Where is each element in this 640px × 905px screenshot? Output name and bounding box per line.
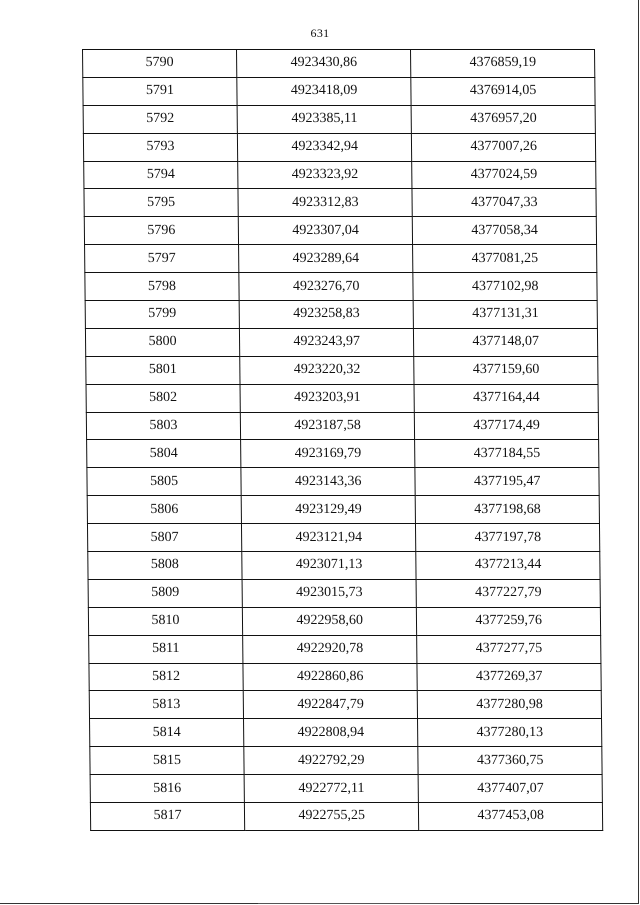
y-coordinate-cell: 4377164,44 — [414, 384, 598, 412]
table-row — [89, 663, 601, 691]
point-number-cell: 5817 — [90, 803, 244, 831]
point-number-cell: 5799 — [85, 301, 239, 329]
y-coordinate-cell: 4377148,07 — [414, 328, 598, 356]
x-coordinate-cell: 4922860,86 — [243, 663, 418, 691]
point-number-cell: 5802 — [86, 384, 240, 412]
point-number-cell: 5814 — [90, 719, 244, 747]
point-number-cell: 5810 — [88, 607, 242, 635]
y-coordinate-cell: 4377047,33 — [412, 189, 596, 217]
point-number-cell: 5812 — [89, 663, 243, 691]
point-number-cell: 5792 — [83, 105, 237, 133]
x-coordinate-cell: 4922808,94 — [244, 719, 419, 747]
x-coordinate-cell: 4923143,36 — [241, 468, 416, 496]
page-number: 631 — [310, 26, 330, 40]
x-coordinate-cell: 4923203,91 — [240, 384, 415, 412]
point-number-cell: 5793 — [83, 133, 237, 161]
point-number-cell: 5804 — [87, 440, 241, 468]
x-coordinate-cell: 4923323,92 — [238, 161, 413, 189]
point-number-cell: 5811 — [89, 635, 243, 663]
x-coordinate-cell: 4923071,13 — [242, 552, 417, 580]
table-row — [88, 607, 600, 635]
x-coordinate-cell: 4922958,60 — [242, 607, 417, 635]
x-coordinate-cell: 4923015,73 — [242, 579, 417, 607]
point-number-cell: 5803 — [86, 412, 240, 440]
point-number-cell: 5797 — [85, 245, 239, 273]
y-coordinate-cell: 4377213,44 — [416, 552, 600, 580]
table-row — [85, 245, 597, 273]
table-row — [83, 105, 595, 133]
table-row — [85, 301, 597, 329]
point-number-cell: 5798 — [85, 273, 239, 301]
x-coordinate-cell: 4923276,70 — [239, 273, 414, 301]
x-coordinate-cell: 4922847,79 — [243, 691, 418, 719]
table-row — [89, 691, 601, 719]
table-row — [86, 384, 598, 412]
point-number-cell: 5809 — [88, 579, 242, 607]
y-coordinate-cell: 4377131,31 — [414, 301, 598, 329]
y-coordinate-cell: 4377280,13 — [418, 719, 602, 747]
table-row — [85, 328, 597, 356]
table-row — [83, 77, 595, 105]
x-coordinate-cell: 4923169,79 — [241, 440, 416, 468]
y-coordinate-cell: 4377360,75 — [418, 747, 602, 775]
point-number-cell: 5808 — [88, 552, 242, 580]
x-coordinate-cell: 4923220,32 — [240, 356, 415, 384]
coordinates-table — [82, 49, 603, 831]
y-coordinate-cell: 4377081,25 — [413, 245, 597, 273]
y-coordinate-cell: 4376914,05 — [411, 77, 595, 105]
table-row — [84, 217, 596, 245]
y-coordinate-cell: 4377453,08 — [419, 803, 603, 831]
table-row — [88, 579, 600, 607]
table-row — [87, 496, 599, 524]
y-coordinate-cell: 4377197,78 — [416, 524, 600, 552]
point-number-cell: 5807 — [87, 524, 241, 552]
table-row — [90, 747, 602, 775]
x-coordinate-cell: 4923187,58 — [240, 412, 415, 440]
point-number-cell: 5813 — [89, 691, 243, 719]
y-coordinate-cell: 4377102,98 — [413, 273, 597, 301]
table-row — [83, 133, 595, 161]
point-number-cell: 5806 — [87, 496, 241, 524]
y-coordinate-cell: 4377058,34 — [413, 217, 597, 245]
x-coordinate-cell: 4922920,78 — [243, 635, 418, 663]
x-coordinate-cell: 4923342,94 — [237, 133, 412, 161]
table-row — [90, 719, 602, 747]
table-row — [90, 803, 602, 831]
table-row — [87, 468, 599, 496]
table-row — [90, 775, 602, 803]
point-number-cell: 5815 — [90, 747, 244, 775]
table-row — [84, 189, 596, 217]
table-row — [86, 412, 598, 440]
x-coordinate-cell: 4923307,04 — [238, 217, 413, 245]
x-coordinate-cell: 4923129,49 — [241, 496, 416, 524]
table-row — [88, 552, 600, 580]
y-coordinate-cell: 4376859,19 — [411, 50, 595, 78]
x-coordinate-cell: 4923430,86 — [237, 50, 412, 78]
y-coordinate-cell: 4377277,75 — [417, 635, 601, 663]
y-coordinate-cell: 4377184,55 — [415, 440, 599, 468]
table-row — [89, 635, 601, 663]
point-number-cell: 5794 — [84, 161, 238, 189]
point-number-cell: 5801 — [86, 356, 240, 384]
point-number-cell: 5791 — [83, 77, 237, 105]
y-coordinate-cell: 4377407,07 — [419, 775, 603, 803]
x-coordinate-cell: 4923289,64 — [239, 245, 414, 273]
y-coordinate-cell: 4377280,98 — [418, 691, 602, 719]
x-coordinate-cell: 4923418,09 — [237, 77, 412, 105]
point-number-cell: 5790 — [83, 50, 237, 78]
y-coordinate-cell: 4377195,47 — [415, 468, 599, 496]
x-coordinate-cell: 4923121,94 — [241, 524, 416, 552]
y-coordinate-cell: 4377159,60 — [414, 356, 598, 384]
y-coordinate-cell: 4377227,79 — [416, 579, 600, 607]
y-coordinate-cell: 4376957,20 — [411, 105, 595, 133]
point-number-cell: 5816 — [90, 775, 244, 803]
y-coordinate-cell: 4377198,68 — [416, 496, 600, 524]
point-number-cell: 5796 — [84, 217, 238, 245]
table-row — [83, 50, 595, 78]
x-coordinate-cell: 4923385,11 — [237, 105, 412, 133]
y-coordinate-cell: 4377269,37 — [417, 663, 601, 691]
x-coordinate-cell: 4922772,11 — [244, 775, 419, 803]
x-coordinate-cell: 4923243,97 — [239, 328, 414, 356]
y-coordinate-cell: 4377174,49 — [415, 412, 599, 440]
x-coordinate-cell: 4923258,83 — [239, 301, 414, 329]
coordinates-table-body — [83, 50, 603, 831]
table-row — [87, 524, 599, 552]
y-coordinate-cell: 4377259,76 — [417, 607, 601, 635]
y-coordinate-cell: 4377007,26 — [412, 133, 596, 161]
x-coordinate-cell: 4922792,29 — [244, 747, 419, 775]
table-row — [84, 161, 596, 189]
x-coordinate-cell: 4922755,25 — [244, 803, 419, 831]
point-number-cell: 5800 — [85, 328, 239, 356]
table-row — [85, 273, 597, 301]
y-coordinate-cell: 4377024,59 — [412, 161, 596, 189]
point-number-cell: 5805 — [87, 468, 241, 496]
x-coordinate-cell: 4923312,83 — [238, 189, 413, 217]
point-number-cell: 5795 — [84, 189, 238, 217]
table-row — [86, 356, 598, 384]
table-row — [87, 440, 599, 468]
bottom-rule — [258, 903, 450, 904]
